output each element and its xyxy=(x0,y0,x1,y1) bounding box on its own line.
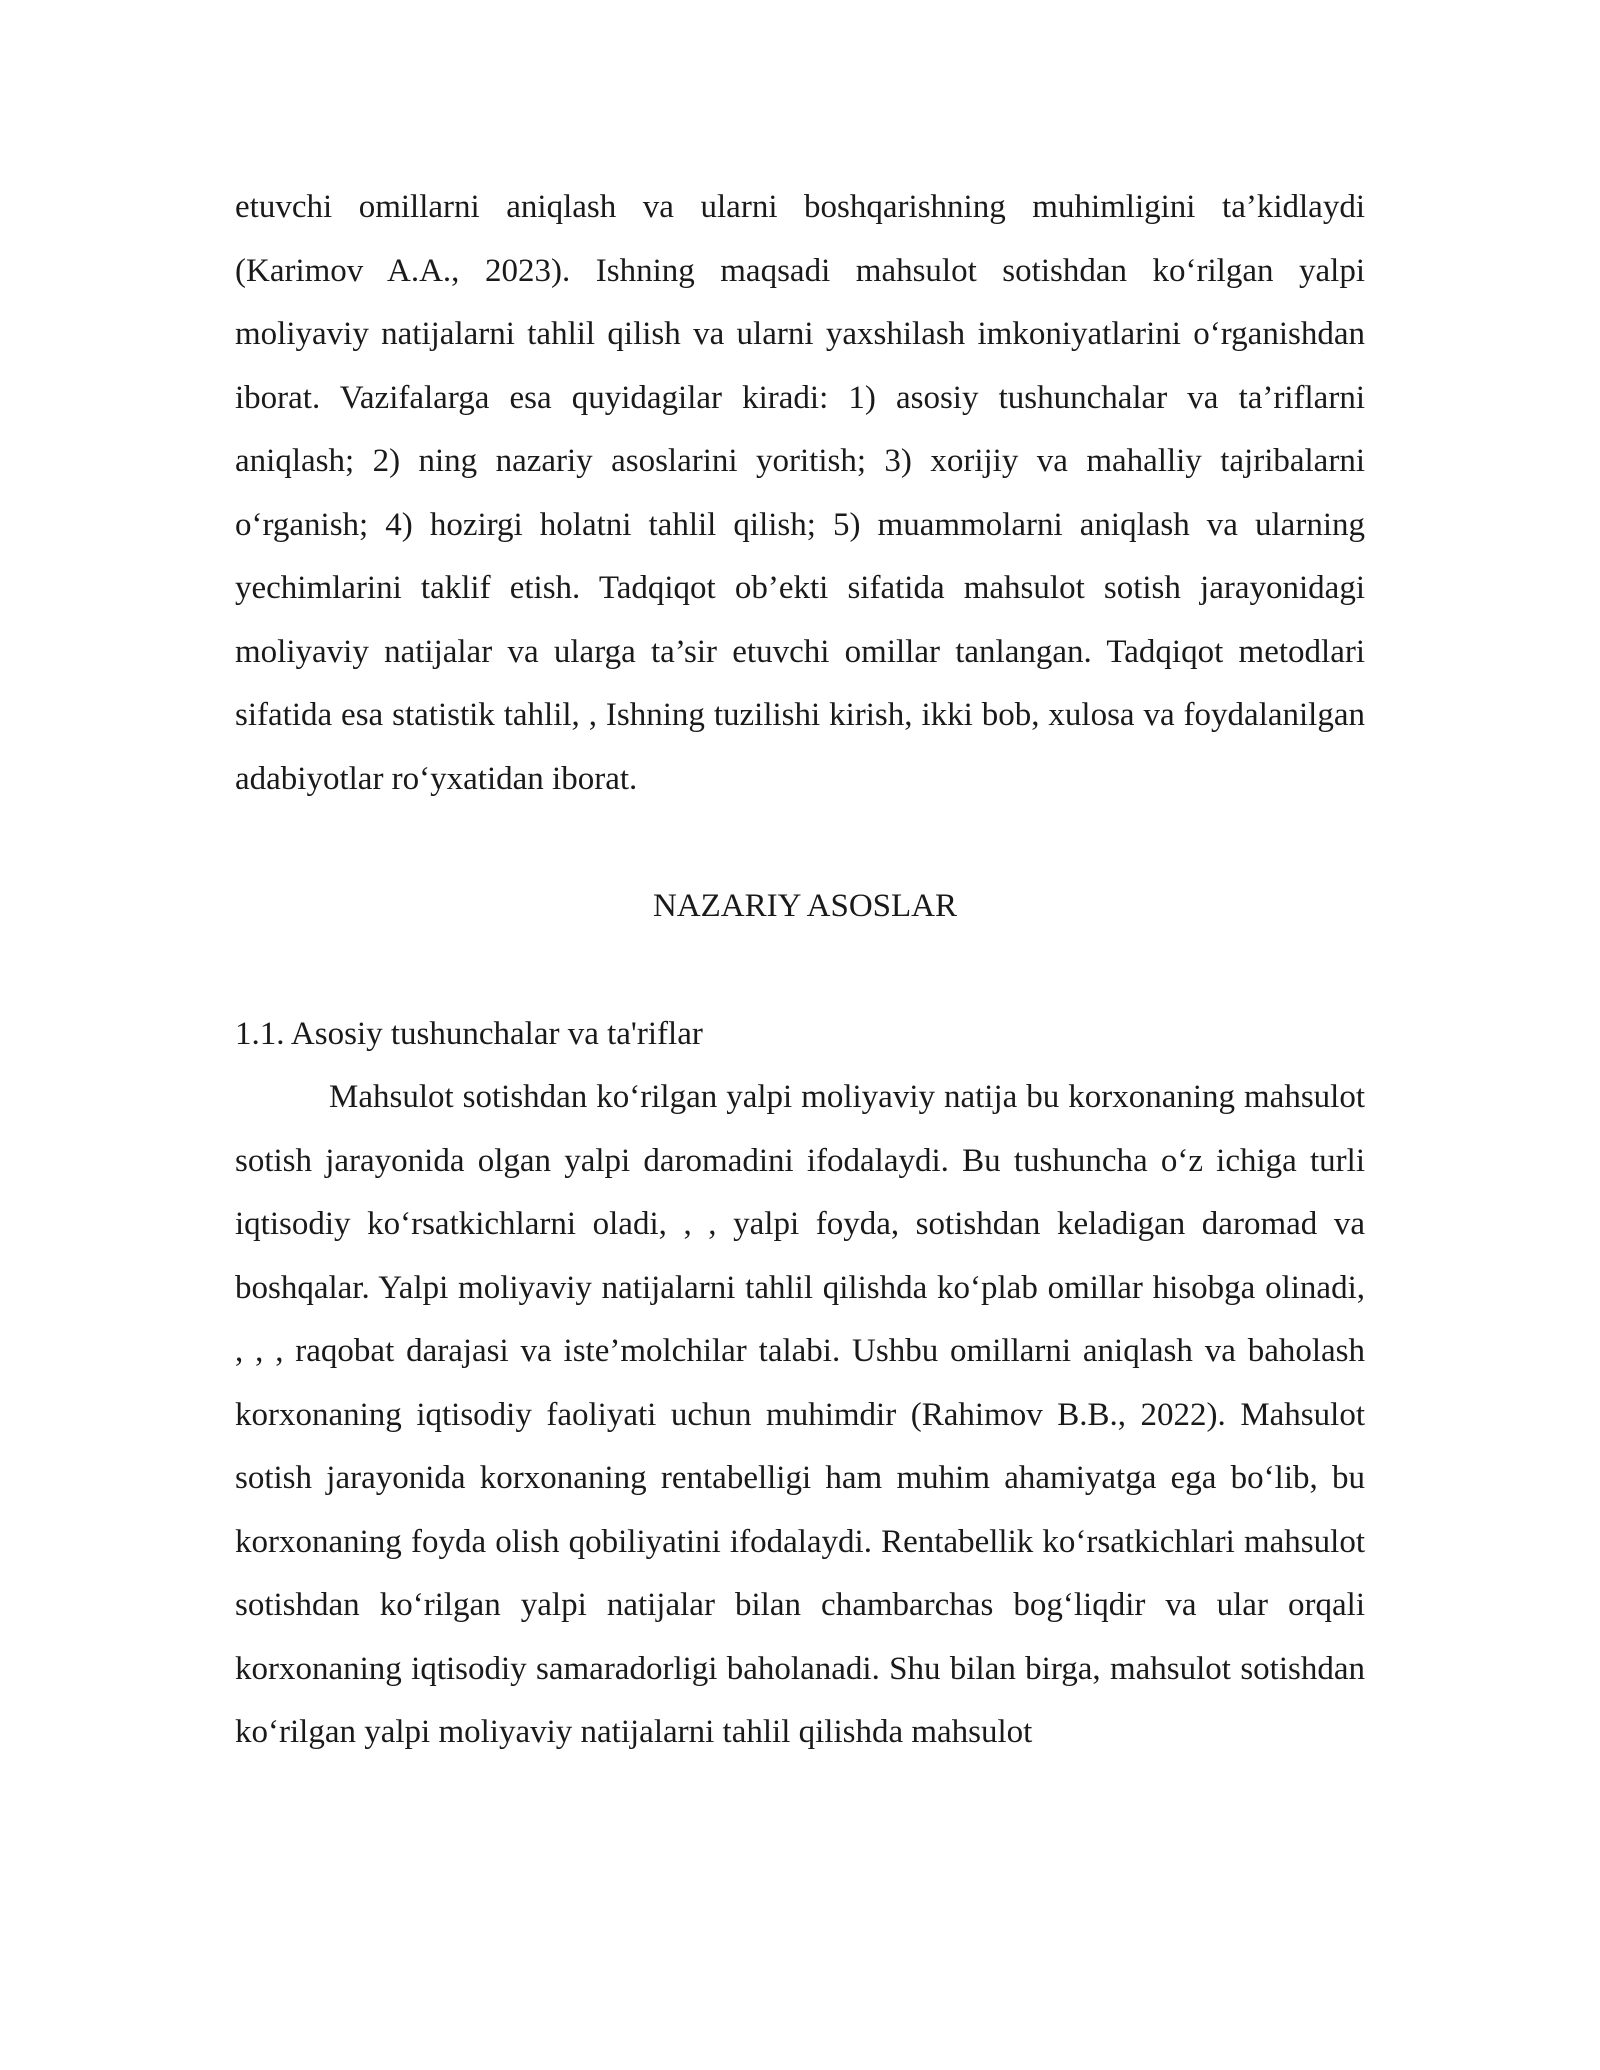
section-title: 1.1. Asosiy tushunchalar va ta'riflar xyxy=(235,1015,703,1052)
intro-paragraph: etuvchi omillarni aniqlash va ularni boshqarishning muhimligini ta’kidlaydi (Karimov A.A., 2023). Ishning maqsadi mahsulot sotishdan koʻrilgan yalpi moliyaviy natijalarni tahlil qilish va ularni yaxshilash imkoniyatlarini oʻrganishdan iborat. Vazifalarga esa quyidagilar kiradi: 1) asosiy tushunchalar va ta’riflarni aniqlash; 2) ning nazariy asoslarini yoritish; 3) xorijiy va mahalliy tajribalarni oʻrganish; 4) hozirgi holatni tahlil qilish; 5) muammolarni aniqlash va ularning yechimlarini taklif etish. Tadqiqot ob’ekti sifatida mahsulot sotish jarayonidagi moliyaviy natijalar va ularga ta’sir etuvchi omillar tanlangan. Tadqiqot metodlari sifatida esa statistik tahlil, , Ishning tuzilishi kirish, ikki bob, xulosa va foydalanilgan adabiyotlar roʻyxatidan iborat. xyxy=(235,189,1365,797)
document-page xyxy=(235,176,1365,1765)
section-paragraph: Mahsulot sotishdan koʻrilgan yalpi moliyaviy natija bu korxonaning mahsulot sotish jarayonida olgan yalpi daromadini ifodalaydi. Bu tushuncha oʻz ichiga turli iqtisodiy koʻrsatkichlarni oladi, , , yalpi foyda, sotishdan keladigan daromad va boshqalar. Yalpi moliyaviy natijalarni tahlil qilishda koʻplab omillar hisobga olinadi, , , , raqobat darajasi va iste’molchilar talabi. Ushbu omillarni aniqlash va baholash korxonaning iqtisodiy faoliyati uchun muhimdir (Rahimov B.B., 2022). Mahsulot sotish jarayonida korxonaning rentabelligi ham muhim ahamiyatga ega boʻlib, bu korxonaning foyda olish qobiliyatini ifodalaydi. Rentabellik koʻrsatkichlari mahsulot sotishdan koʻrilgan yalpi natijalar bilan chambarchas bogʻliqdir va ular orqali korxonaning iqtisodiy samaradorligi baholanadi. Shu bilan birga, mahsulot sotishdan koʻrilgan yalpi moliyaviy natijalarni tahlil qilishda mahsulot xyxy=(235,1079,1365,1750)
chapter-title: NAZARIY ASOSLAR xyxy=(652,888,958,924)
